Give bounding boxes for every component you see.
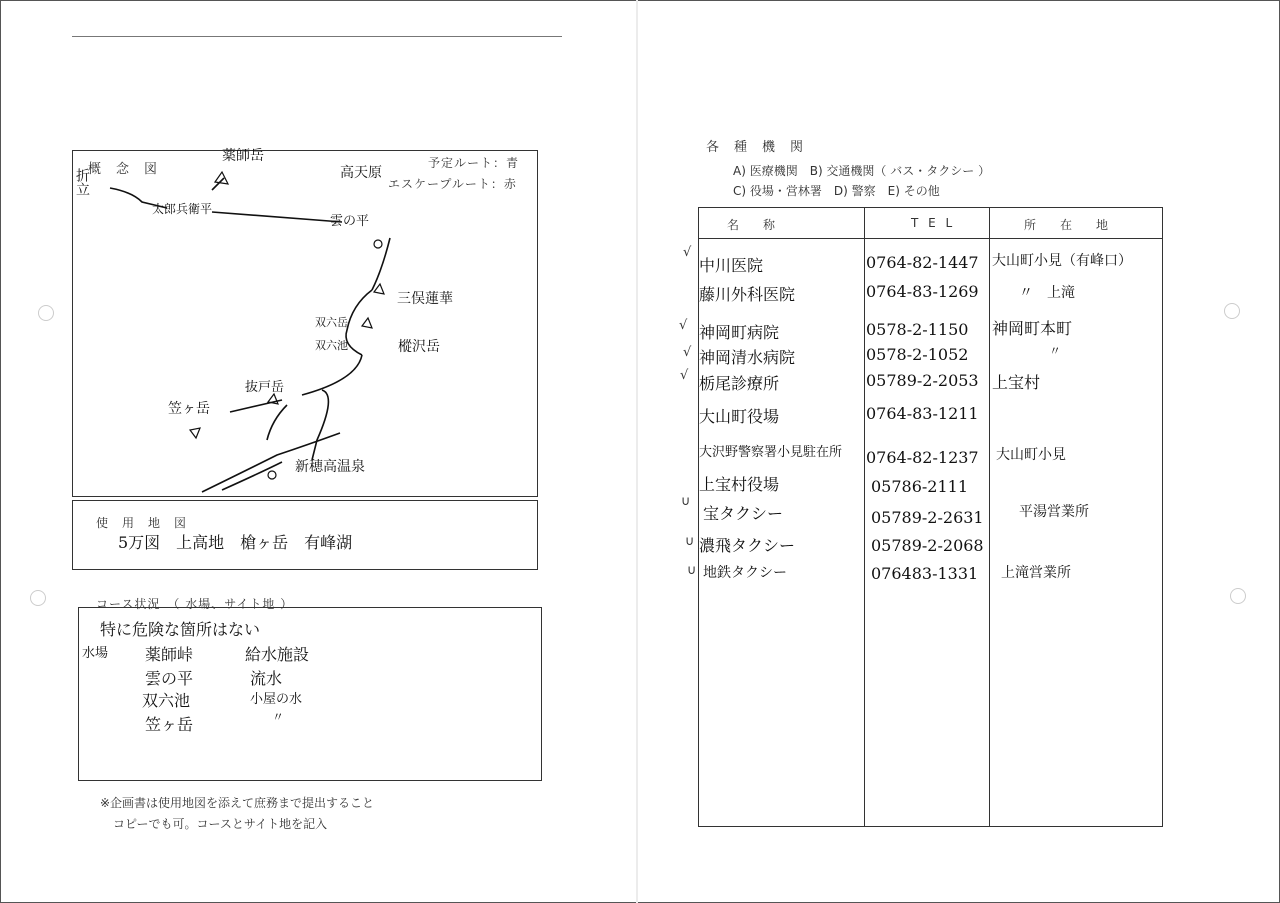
- row-10-tel: 05789-2-2068: [871, 536, 984, 555]
- water-source-3: 小屋の水: [250, 692, 303, 707]
- check-mark: √: [683, 345, 692, 360]
- check-mark: ∪: [681, 494, 691, 509]
- water-place-1: 薬師峠: [145, 645, 194, 664]
- row-3-tel: 0578-2-1150: [866, 320, 969, 339]
- row-6-name: 大山町役場: [699, 407, 780, 426]
- route-line-mitsumata-sugoroku: [346, 290, 372, 355]
- route-map-drawing: [72, 150, 538, 497]
- row-1-address: 大山町小見（有峰口）: [992, 253, 1132, 269]
- summit-marker: [268, 394, 278, 404]
- page-fold: [636, 0, 638, 903]
- header-address: 所 在 地: [1024, 218, 1115, 232]
- summit-marker: [374, 284, 384, 294]
- row-5-address: 上宝村: [992, 373, 1041, 392]
- map-label-momisawadake: 樅沢岳: [398, 339, 440, 355]
- row-8-name: 上宝村役場: [699, 475, 780, 494]
- header-tel: T E L: [911, 216, 956, 230]
- map-usage-content: 5万図 上高地 槍ヶ岳 有峰湖: [118, 533, 353, 552]
- map-label-origin: 折立: [74, 168, 90, 196]
- row-1-tel: 0764-82-1447: [866, 253, 979, 272]
- categories-line-2: C) 役場・営林署 D) 警察 E) その他: [733, 184, 940, 198]
- categories-line-1: A) 医療機関 B) 交通機関（ バス・タクシー ）: [733, 164, 991, 178]
- summit-marker: [215, 172, 228, 184]
- row-4-tel: 0578-2-1052: [866, 345, 969, 364]
- row-9-address: 平湯営業所: [1019, 504, 1089, 520]
- submission-note-1: ※企画書は使用地図を添えて庶務まで提出すること: [100, 796, 375, 810]
- route-legend-planned: 予定ルート：青: [428, 156, 520, 170]
- row-4-address: 〃: [1049, 344, 1062, 358]
- summit-marker: [362, 318, 372, 328]
- table-divider: [864, 208, 865, 826]
- camp-marker: [268, 471, 276, 479]
- punch-hole: [1230, 588, 1246, 604]
- route-line-yakushi: [212, 178, 224, 190]
- map-usage-title: 使 用 地 図: [96, 516, 188, 530]
- course-status-note: 特に危険な箇所はない: [100, 620, 261, 639]
- route-line-nukedo-shinhotaka: [267, 405, 287, 440]
- route-legend-escape: エスケープルート：赤: [388, 177, 517, 191]
- route-line-valley2: [222, 462, 282, 490]
- header-name: 名 称: [727, 218, 782, 232]
- row-5-name: 栃尾診療所: [699, 374, 780, 393]
- agencies-table: [698, 207, 1163, 827]
- row-9-name: 宝タクシー: [703, 504, 784, 523]
- route-line-kasa-nukedo: [230, 400, 282, 412]
- camp-marker: [374, 240, 382, 248]
- check-mark: √: [680, 368, 689, 383]
- check-mark: √: [679, 318, 688, 333]
- row-3-address: 神岡町本町: [992, 319, 1073, 338]
- row-8-tel: 05786-2111: [871, 477, 969, 496]
- water-source-4: 〃: [272, 710, 285, 724]
- submission-note-2: コピーでも可。コースとサイト地を記入: [113, 817, 328, 831]
- row-2-address: 〃 上滝: [1019, 285, 1075, 301]
- row-11-address: 上滝営業所: [1001, 565, 1071, 581]
- map-label-tarobeidaira: 太郎兵衛平: [152, 202, 213, 216]
- punch-hole: [1224, 303, 1240, 319]
- table-divider: [989, 208, 990, 826]
- water-place-3: 双六池: [142, 691, 191, 710]
- row-10-name: 濃飛タクシー: [699, 536, 796, 555]
- row-11-name: 地鉄タクシー: [703, 565, 787, 581]
- water-label: 水場: [82, 646, 109, 661]
- punch-hole: [30, 590, 46, 606]
- water-place-2: 雲の平: [145, 669, 194, 688]
- row-3-name: 神岡町病院: [699, 323, 780, 342]
- map-label-takamagahara: 高天原: [340, 165, 382, 181]
- punch-hole: [38, 305, 54, 321]
- map-label-kasagatake: 笠ヶ岳: [168, 401, 210, 417]
- water-source-1: 給水施設: [245, 645, 310, 664]
- map-label-shinhotaka: 新穂高温泉: [295, 459, 365, 475]
- water-place-4: 笠ヶ岳: [145, 715, 194, 734]
- row-2-name: 藤川外科医院: [699, 285, 796, 304]
- row-9-tel: 05789-2-2631: [871, 508, 984, 527]
- agencies-heading: 各 種 機 関: [706, 140, 805, 155]
- check-mark: ∪: [687, 563, 697, 578]
- route-line-taro-kumo: [212, 212, 342, 222]
- row-11-tel: 076483-1331: [871, 564, 979, 583]
- table-header-rule: [699, 238, 1162, 239]
- map-label-nukedo: 抜戸岳: [245, 380, 285, 395]
- row-5-tel: 05789-2-2053: [866, 371, 979, 390]
- map-label-sugoroku-ike: 双六池: [315, 339, 348, 352]
- row-6-tel: 0764-83-1211: [866, 404, 979, 423]
- course-status-title: コース状況 （ 水場、サイト地 ）: [96, 597, 294, 611]
- map-label-sanmata: 三俣蓮華: [397, 291, 453, 307]
- water-source-2: 流水: [250, 669, 283, 688]
- concept-map-title: 概 念 図: [88, 162, 159, 177]
- check-mark: ∪: [685, 534, 695, 549]
- map-label-kumonodaira: 雲の平: [330, 214, 370, 229]
- map-label-yakushidake: 薬師岳: [222, 148, 264, 164]
- top-rule: [72, 36, 562, 37]
- summit-marker: [190, 428, 200, 438]
- map-label-washiba: 双六岳: [315, 316, 348, 329]
- row-1-name: 中川医院: [699, 256, 764, 275]
- check-mark: √: [683, 245, 692, 260]
- route-line-escape: [312, 390, 328, 460]
- row-7-name: 大沢野警察署小見駐在所: [699, 445, 843, 460]
- row-7-address: 大山町小見: [996, 447, 1066, 463]
- route-line-sugoroku-nukedo: [302, 355, 362, 395]
- row-4-name: 神岡清水病院: [699, 348, 796, 367]
- row-7-tel: 0764-82-1237: [866, 448, 979, 467]
- row-2-tel: 0764-83-1269: [866, 282, 979, 301]
